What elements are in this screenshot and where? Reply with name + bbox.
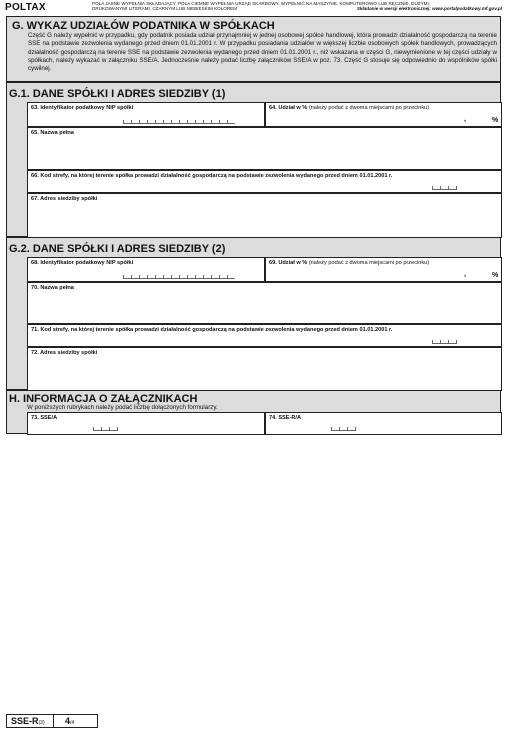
share-field-69-note: (należy podać z dwoma miejscami po przecinku) (308, 260, 430, 266)
header-instructions (92, 1, 502, 12)
section-g2 (6, 237, 501, 390)
form-footer (6, 714, 98, 728)
full-name-field-65-label: 65. Nazwa pełna (31, 130, 74, 136)
decimal-comma: , (464, 271, 466, 278)
attachment-count-74[interactable] (265, 412, 502, 435)
section-g-title: G. WYKAZ UDZIAŁÓW PODATNIKA W SPÓŁKACH (12, 20, 275, 32)
share-field-64-note: (należy podać z dwoma miejscami po przecinku) (308, 105, 430, 111)
section-h-title: H. INFORMACJA O ZAŁĄCZNIKACH (9, 393, 198, 405)
zone-code-field-71-ticks (432, 340, 457, 344)
nip-field-63[interactable] (27, 102, 265, 127)
form-id (11, 716, 45, 726)
section-h-intro: W poniższych rubrykach należy podać liczbę dołączonych formularzy. (27, 404, 218, 411)
nip-field-68[interactable] (27, 257, 265, 282)
attachment-count-73-ticks (93, 427, 118, 431)
share-field-69-label (269, 260, 429, 266)
decimal-comma: , (464, 116, 466, 123)
address-field-67[interactable] (27, 193, 502, 238)
attachment-count-73[interactable] (27, 412, 265, 435)
zone-code-field-71-label: 71. Kod strefy, na której terenie spółka prowadzi działalność gospodarczą na podstawie zezwolenia wydanego przed dniem 01.01.2001 r. (31, 327, 393, 333)
page-total: /4 (70, 720, 75, 726)
zone-code-field-66-ticks (432, 186, 457, 190)
attachment-count-74-ticks (331, 427, 356, 431)
section-g (6, 16, 501, 82)
nip-field-68-label: 68. Identyfikator podatkowy NIP spółki (31, 260, 134, 266)
section-g2-title: G.2. DANE SPÓŁKI I ADRES SIEDZIBY (2) (9, 243, 226, 255)
share-field-64[interactable] (265, 102, 502, 127)
attachment-count-74-label: 74. SSE-R/A (269, 415, 302, 421)
header-note-line1: POLA JASNE WYPEŁNIA SKŁADAJĄCY, POLA CIEMNE WYPEŁNIA URZĄD SKARBOWY. WYPEŁNIĆ NA MASZYNIE, KOMPUTEROWO LUB RĘCZNIE, DUŻYMI, (92, 1, 431, 6)
form-logo: POLTAX (5, 2, 46, 13)
form-code: SSE-R (11, 716, 39, 726)
header-note-line2: DRUKOWANYMI LITERAMI, CZARNYM LUB NIEBIESKIM KOLOREM (92, 6, 238, 12)
page-current: 4 (65, 716, 71, 726)
percent-sign: % (492, 117, 499, 124)
address-field-67-label: 67. Adres siedziby spółki (31, 196, 98, 202)
address-field-72-label: 72. Adres siedziby spółki (31, 350, 98, 356)
footer-divider (53, 715, 54, 727)
full-name-field-70[interactable] (27, 282, 502, 324)
share-field-64-label (269, 105, 429, 111)
zone-code-field-66[interactable] (27, 170, 502, 193)
form-version: (3) (38, 720, 45, 726)
share-field-69-name: 69. Udział w % (269, 260, 308, 266)
section-g-intro: Część G należy wypełnić w przypadku, gdy podatnik posiada udział przynajmniej w jednej osobowej spółce handlowej, która prowadzi działalność gospodarczą na terenie SSE na podstawie zezwolenia wydanego przed dniem 01.01.2001 r. W przypadku posiadania udziałów w większej liczbie osobowych spółek handlowych, prowadzących działalność gospodarczą na terenie SSE na podstawie zezwolenia wydanego przed dniem 01.01.2001 r., niż wskazana w części G, niewymienione w tej części udziały w spółkach, należy wykazać w załączniku SSE/A. Jednocześnie należy podać liczbę załączników SSE/A w poz. 73. Część G stosuje się odpowiednio do wspólników spółki cywilnej. (28, 32, 497, 73)
section-g1-title: G.1. DANE SPÓŁKI I ADRES SIEDZIBY (1) (9, 88, 226, 100)
section-g1 (6, 82, 501, 237)
zone-code-field-66-label: 66. Kod strefy, na której terenie spółka prowadzi działalność gospodarczą na podstawie zezwolenia wydanego przed dniem 01.01.2001 r. (31, 173, 393, 179)
full-name-field-65[interactable] (27, 127, 502, 170)
header-note-electronic: Składanie w wersji elektronicznej: www.portalpodatkowy.mf.gov.pl (356, 6, 502, 12)
full-name-field-70-label: 70. Nazwa pełna (31, 285, 74, 291)
percent-sign: % (492, 272, 499, 279)
address-field-72[interactable] (27, 347, 502, 391)
share-field-64-name: 64. Udział w % (269, 105, 308, 111)
attachment-count-73-label: 73. SSE/A (31, 415, 58, 421)
nip-field-63-ticks (123, 120, 235, 124)
zone-code-field-71[interactable] (27, 324, 502, 347)
page-number (65, 716, 74, 726)
section-h (6, 390, 501, 434)
nip-field-68-ticks (123, 275, 235, 279)
nip-field-63-label: 63. Identyfikator podatkowy NIP spółki (31, 105, 134, 111)
share-field-69[interactable] (265, 257, 502, 282)
